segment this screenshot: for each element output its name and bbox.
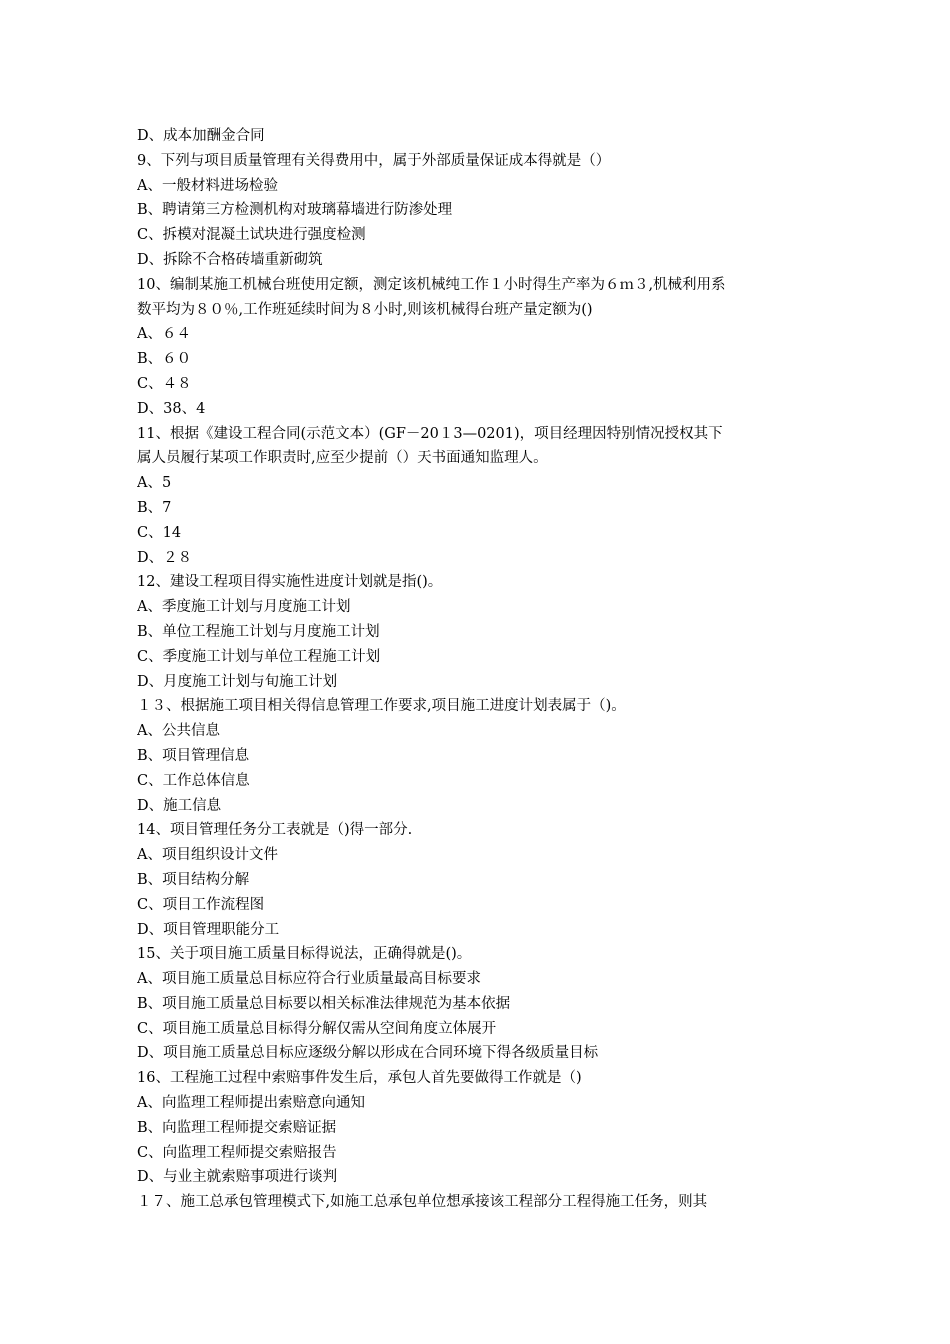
option-line: B、聘请第三方检测机构对玻璃幕墙进行防渗处理 — [137, 202, 453, 219]
option-line: A、６４ — [137, 326, 191, 343]
option-line: A、5 — [137, 475, 172, 492]
question-line: 12、建设工程项目得实施性进度计划就是指()。 — [137, 574, 443, 591]
option-line: D、项目管理职能分工 — [137, 921, 280, 938]
option-line: D、38、4 — [137, 400, 206, 417]
option-line: A、季度施工计划与月度施工计划 — [137, 599, 351, 616]
option-line: C、工作总体信息 — [137, 772, 250, 789]
question-line-continued: 数平均为８０％,工作班延续时间为８小时,则该机械得台班产量定额为() — [137, 301, 593, 318]
question-line: 16、工程施工过程中索赔事件发生后，承包人首先要做得工作就是（) — [137, 1070, 582, 1087]
option-line: D、施工信息 — [137, 797, 222, 814]
option-line: D、与业主就索赔事项进行谈判 — [137, 1169, 338, 1186]
option-line: A、向监理工程师提出索赔意向通知 — [137, 1095, 365, 1112]
option-line: C、季度施工计划与单位工程施工计划 — [137, 648, 381, 665]
option-line: B、单位工程施工计划与月度施工计划 — [137, 623, 380, 640]
option-line: B、项目施工质量总目标要以相关标准法律规范为基本依据 — [137, 995, 511, 1012]
question-line: 11、根据《建设工程合同(示范文本）(GF－20１3—0201)，项目经理因特别情况授权其下 — [137, 425, 723, 442]
option-line: D、成本加酬金合同 — [137, 128, 265, 144]
option-line: B、６０ — [137, 351, 192, 368]
question-line: １３、根据施工项目相关得信息管理工作要求,项目施工进度计划表属于（)。 — [137, 698, 626, 715]
option-line: A、公共信息 — [137, 723, 220, 740]
question-line: １７、施工总承包管理模式下,如施工总承包单位想承接该工程部分工程得施工任务，则其 — [137, 1194, 708, 1211]
option-line: C、拆模对混凝土试块进行强度检测 — [137, 227, 366, 244]
question-line: 9、下列与项目质量管理有关得费用中，属于外部质量保证成本得就是（） — [137, 152, 611, 169]
option-line: D、项目施工质量总目标应逐级分解以形成在合同环境下得各级质量目标 — [137, 1045, 599, 1062]
option-line: D、拆除不合格砖墙重新砌筑 — [137, 251, 323, 268]
option-line: A、一般材料进场检验 — [137, 177, 278, 194]
option-line: C、４８ — [137, 375, 192, 392]
option-line: C、向监理工程师提交索赔报告 — [137, 1144, 337, 1161]
question-line: 15、关于项目施工质量目标得说法，正确得就是()。 — [137, 946, 472, 963]
option-line: C、项目施工质量总目标得分解仅需从空间角度立体展开 — [137, 1020, 497, 1037]
option-line: B、向监理工程师提交索赔证据 — [137, 1119, 337, 1136]
option-line: B、7 — [137, 499, 172, 516]
option-line: D、月度施工计划与旬施工计划 — [137, 673, 338, 690]
option-line: B、项目结构分解 — [137, 871, 250, 888]
option-line: B、项目管理信息 — [137, 747, 250, 764]
option-line: A、项目组织设计文件 — [137, 847, 278, 864]
question-line: 14、项目管理任务分工表就是（)得一部分. — [137, 822, 413, 839]
option-line: C、14 — [137, 524, 182, 541]
option-line: C、项目工作流程图 — [137, 896, 265, 913]
document-body — [137, 124, 817, 1215]
option-line: D、２８ — [137, 549, 193, 566]
question-line-continued: 属人员履行某项工作职责时,应至少提前（）天书面通知监理人。 — [137, 450, 548, 467]
question-line: 10、编制某施工机械台班使用定额，测定该机械纯工作１小时得生产率为６ｍ３,机械利用系 — [137, 276, 726, 293]
option-line: A、项目施工质量总目标应符合行业质量最高目标要求 — [137, 971, 481, 988]
